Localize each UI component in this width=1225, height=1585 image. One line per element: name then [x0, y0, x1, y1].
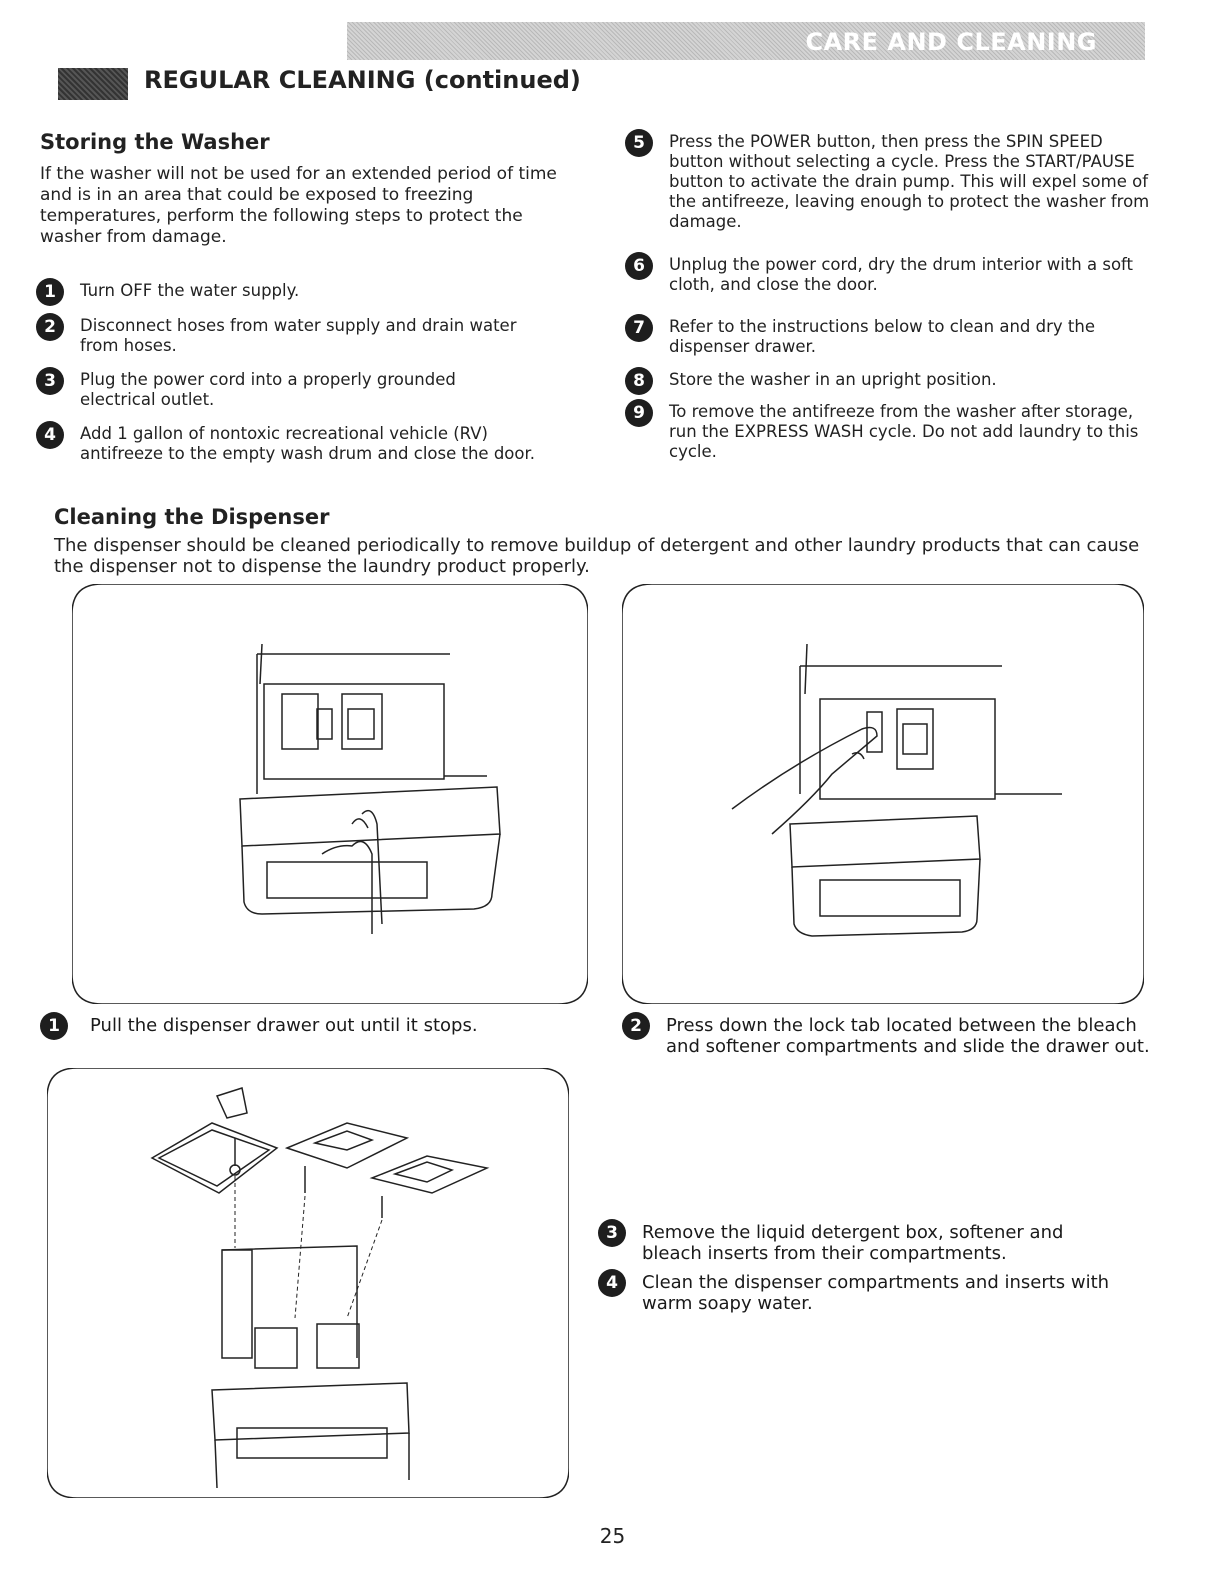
cleaning-step-2	[622, 1015, 1182, 1057]
figure-press-lock-tab	[622, 584, 1144, 1004]
step-text: Clean the dispenser compartments and inserts with warm soapy water.	[642, 1272, 1110, 1314]
figure-pull-drawer-illustration	[72, 584, 588, 1004]
step-number-badge: 9	[625, 399, 653, 427]
header-band	[347, 22, 1145, 60]
step-number-badge: 3	[598, 1219, 626, 1247]
step-text: Plug the power cord into a properly grounded electrical outlet.	[80, 370, 456, 409]
step-number-badge: 7	[625, 314, 653, 342]
step-text: Press the POWER button, then press the SPIN SPEED button without selecting a cycle. Press the START/PAUSE button to activate the drain pump. This will expel some of the antifreeze, leaving enough to protect the washer from damage.	[669, 132, 1150, 231]
storing-step-5	[625, 132, 1160, 232]
step-number-badge: 6	[625, 252, 653, 280]
storing-step-2	[36, 316, 576, 356]
storing-step-3	[36, 370, 576, 410]
section-title: REGULAR CLEANING (continued)	[144, 66, 581, 94]
step-text: Press down the lock tab located between the bleach and softener compartments and slide the drawer out.	[666, 1015, 1150, 1057]
step-number-badge: 8	[625, 367, 653, 395]
cleaning-intro: The dispenser should be cleaned periodically to remove buildup of detergent and other laundry products that can cause the dispenser not to dispense the laundry product properly.	[54, 535, 1140, 577]
step-text: To remove the antifreeze from the washer after storage, run the EXPRESS WASH cycle. Do not add laundry to this cycle.	[669, 402, 1139, 461]
figure-exploded-inserts	[47, 1068, 569, 1498]
storing-step-7	[625, 317, 1160, 357]
figure-exploded-inserts-illustration	[47, 1068, 569, 1498]
step-text: Pull the dispenser drawer out until it stops.	[90, 1015, 478, 1036]
section-marker	[58, 68, 128, 100]
step-number-badge: 1	[40, 1012, 68, 1040]
figure-pull-drawer	[72, 584, 588, 1004]
storing-step-6	[625, 255, 1160, 295]
figure-press-lock-tab-illustration	[622, 584, 1144, 1004]
step-number-badge: 4	[598, 1269, 626, 1297]
step-text: Disconnect hoses from water supply and drain water from hoses.	[80, 316, 517, 355]
step-text: Add 1 gallon of nontoxic recreational vehicle (RV) antifreeze to the empty wash drum and close the door.	[80, 424, 535, 463]
step-number-badge: 2	[622, 1012, 650, 1040]
cleaning-title: Cleaning the Dispenser	[54, 505, 330, 529]
step-number-badge: 4	[36, 421, 64, 449]
step-number-badge: 5	[625, 129, 653, 157]
storing-title: Storing the Washer	[40, 130, 270, 154]
step-number-badge: 2	[36, 313, 64, 341]
step-text: Refer to the instructions below to clean and dry the dispenser drawer.	[669, 317, 1095, 356]
storing-step-8	[625, 370, 1160, 390]
cleaning-step-1	[40, 1015, 585, 1036]
storing-step-4	[36, 424, 576, 464]
cleaning-step-3	[598, 1222, 1158, 1264]
step-number-badge: 1	[36, 278, 64, 306]
storing-step-1	[36, 281, 576, 301]
storing-step-9	[625, 402, 1160, 462]
storing-intro: If the washer will not be used for an extended period of time and is in an area that could be exposed to freezing temperatures, perform the following steps to protect the washer from damage.	[40, 164, 557, 247]
page-number: 25	[599, 1524, 626, 1548]
step-text: Store the washer in an upright position.	[669, 370, 997, 389]
cleaning-step-4	[598, 1272, 1158, 1314]
step-number-badge: 3	[36, 367, 64, 395]
step-text: Remove the liquid detergent box, softener and bleach inserts from their compartments.	[642, 1222, 1064, 1264]
step-text: Turn OFF the water supply.	[80, 281, 300, 300]
header-band-title: CARE AND CLEANING	[805, 28, 1097, 56]
step-text: Unplug the power cord, dry the drum interior with a soft cloth, and close the door.	[669, 255, 1134, 294]
